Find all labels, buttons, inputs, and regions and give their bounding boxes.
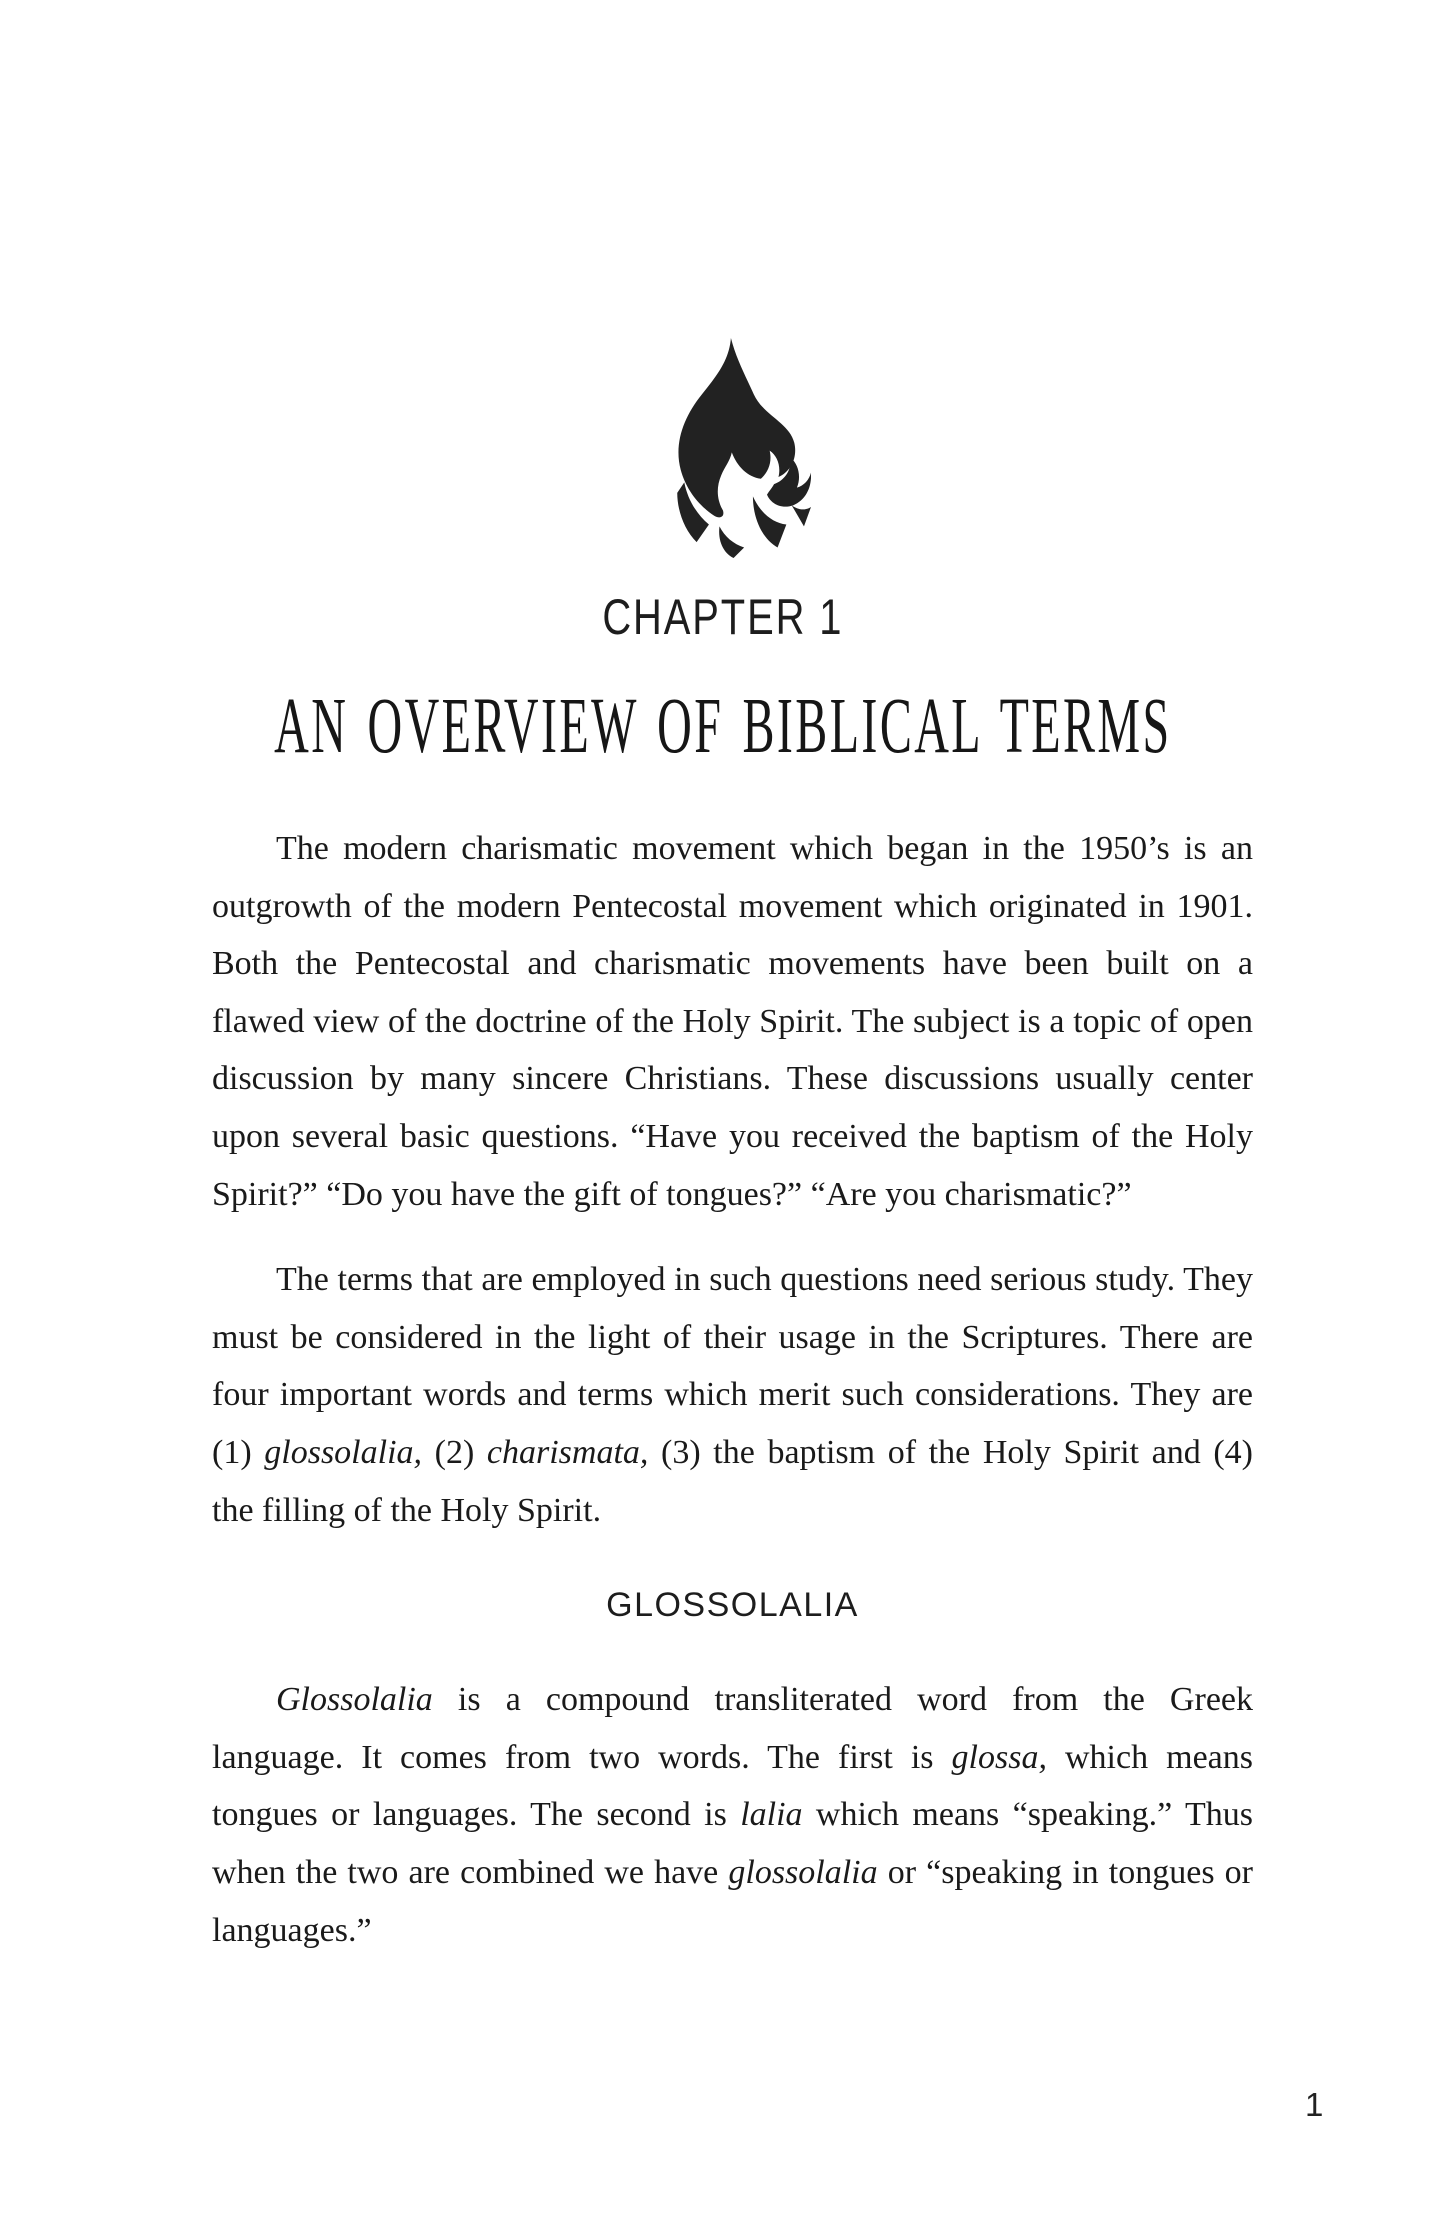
- paragraph-intro-2: The terms that are employed in such questions need serious study. They must be considered in the light of their usage in the Scriptures. There are four important words and terms which merit such considerations. They are (1) glossolalia, (2) charismata, (3) the baptism of the Holy Spirit and (4) the filling of the Holy Spirit.: [212, 1261, 1253, 1529]
- flame-icon: [635, 338, 811, 558]
- chapter-title: [0, 682, 1445, 770]
- chapter-label: [0, 588, 1445, 645]
- paragraph-intro-1: The modern charismatic movement which began in the 1950’s is an outgrowth of the modern Pentecostal movement which originated in 1901. Both the Pentecostal and charismatic movements have been built on a flawed view of the doctrine of the Holy Spirit. The subject is a topic of open discussion by many sincere Christians. These discussions usually center upon several basic questions. “Have you received the baptism of the Holy Spirit?” “Do you have the gift of tongues?” “Are you charismatic?”: [212, 830, 1253, 1213]
- chapter-title-text: AN OVERVIEW OF BIBLICAL TERMS: [273, 682, 1172, 770]
- chapter-label-text: CHAPTER 1: [601, 588, 844, 645]
- page-number: 1: [1305, 2086, 1324, 2123]
- body-text: [212, 820, 1253, 1959]
- section-heading-glossolalia: GLOSSOLALIA: [606, 1586, 859, 1625]
- paragraph-glossolalia-1: Glossolalia is a compound transliterated word from the Greek language. It comes from two words. The first is glossa, which means tongues or languages. The second is lalia which means “speaking.” Thus when the two are combined we have glossolalia or “speaking in tongues or languages.”: [212, 1681, 1253, 1949]
